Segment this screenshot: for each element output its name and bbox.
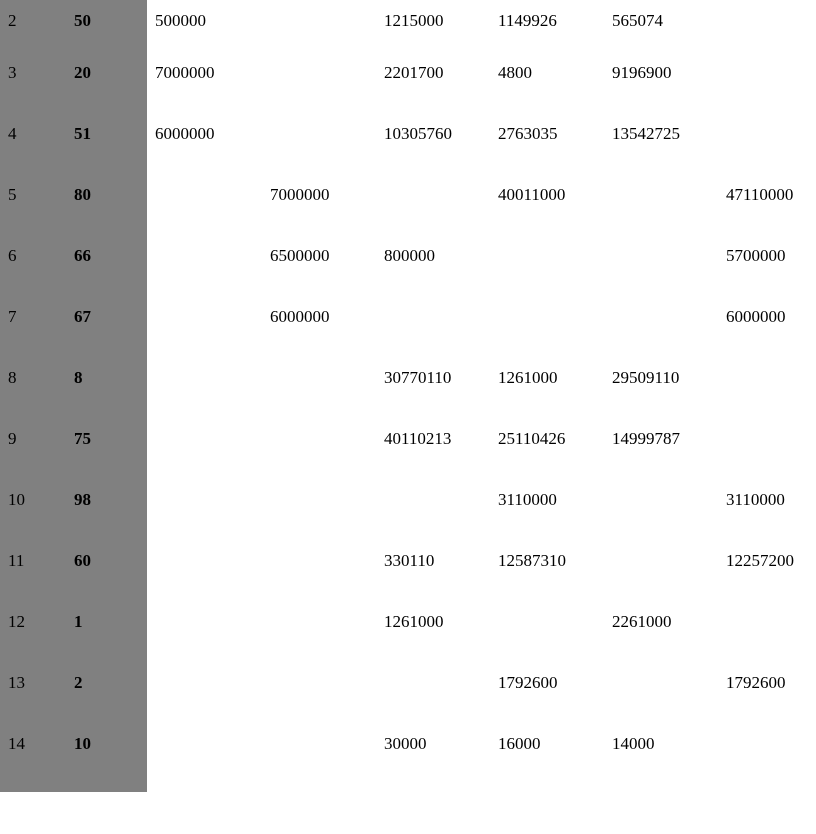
cell-col4: 40011000	[498, 184, 566, 204]
cell-col4: 3110000	[498, 489, 557, 509]
cell-col2: 7000000	[270, 184, 330, 204]
cell-col6	[726, 103, 816, 164]
row-code: 20	[74, 62, 91, 82]
cell-col6	[726, 408, 816, 469]
cell-col1	[155, 591, 270, 652]
cell-col4: 16000	[498, 733, 541, 753]
cell-col2	[270, 103, 384, 164]
cell-col6: 5700000	[726, 245, 786, 265]
row-code: 10	[74, 733, 91, 753]
cell-col6: 12257200	[726, 550, 794, 570]
cell-col4: 2763035	[498, 123, 558, 143]
cell-col1	[155, 469, 270, 530]
cell-col1	[155, 713, 270, 774]
cell-col2	[270, 408, 384, 469]
cell-col3: 1215000	[384, 11, 444, 30]
cell-col4: 12587310	[498, 550, 566, 570]
cell-col5: 13542725	[612, 123, 680, 143]
cell-col3: 40110213	[384, 428, 452, 448]
cell-col3	[384, 164, 498, 225]
cell-col6: 1792600	[726, 672, 786, 692]
table-row	[0, 103, 816, 164]
row-code: 67	[74, 306, 91, 326]
cell-col4	[498, 591, 612, 652]
cell-col4: 1149926	[498, 11, 557, 30]
cell-col5: 14000	[612, 733, 655, 753]
cell-col5	[612, 286, 726, 347]
cell-col5	[612, 652, 726, 713]
cell-col4: 25110426	[498, 428, 566, 448]
row-code: 2	[74, 672, 83, 692]
table-row	[0, 42, 816, 103]
cell-col5: 14999787	[612, 428, 680, 448]
cell-col5	[612, 225, 726, 286]
cell-col6: 6000000	[726, 306, 786, 326]
cell-col2: 6500000	[270, 245, 330, 265]
table-row	[0, 164, 816, 225]
cell-col2	[270, 652, 384, 713]
cell-col1	[155, 652, 270, 713]
cell-col6	[726, 42, 816, 103]
cell-col2	[270, 0, 384, 42]
row-code: 51	[74, 123, 91, 143]
cell-col2	[270, 42, 384, 103]
row-index: 7	[8, 306, 17, 326]
cell-col1	[155, 408, 270, 469]
table-row	[0, 469, 816, 530]
row-code: 1	[74, 611, 83, 631]
cell-col6	[726, 713, 816, 774]
table-row	[0, 591, 816, 652]
cell-col1	[155, 164, 270, 225]
cell-col4	[498, 225, 612, 286]
cell-col3: 30000	[384, 733, 427, 753]
cell-col3: 30770110	[384, 367, 452, 387]
cell-col6: 47110000	[726, 184, 794, 204]
table-row	[0, 0, 816, 42]
row-index: 6	[8, 245, 17, 265]
row-code: 75	[74, 428, 91, 448]
row-code: 98	[74, 489, 91, 509]
cell-col1: 6000000	[155, 123, 215, 143]
row-index: 12	[8, 611, 25, 631]
cell-col5: 29509110	[612, 367, 680, 387]
cell-col5	[612, 469, 726, 530]
cell-col1	[155, 530, 270, 591]
table-row	[0, 225, 816, 286]
cell-col4: 1792600	[498, 672, 558, 692]
cell-col2	[270, 713, 384, 774]
cell-col3: 330110	[384, 550, 435, 570]
row-index: 2	[8, 11, 17, 30]
cell-col2	[270, 591, 384, 652]
table-row	[0, 408, 816, 469]
cell-col6	[726, 0, 816, 42]
row-index: 13	[8, 672, 25, 692]
cell-col5: 565074	[612, 11, 663, 30]
cell-col5	[612, 530, 726, 591]
cell-col3: 800000	[384, 245, 435, 265]
cell-col4: 4800	[498, 62, 532, 82]
cell-col1: 7000000	[155, 62, 215, 82]
cell-col3: 1261000	[384, 611, 444, 631]
cell-col6: 3110000	[726, 489, 785, 509]
row-index: 4	[8, 123, 17, 143]
table-row	[0, 713, 816, 774]
table-row	[0, 652, 816, 713]
cell-col1	[155, 347, 270, 408]
cell-col3: 10305760	[384, 123, 452, 143]
cell-col5	[612, 164, 726, 225]
cell-col2	[270, 530, 384, 591]
cell-col3	[384, 469, 498, 530]
cell-col4: 1261000	[498, 367, 558, 387]
cell-col4	[498, 286, 612, 347]
cell-col3	[384, 652, 498, 713]
cell-col1	[155, 286, 270, 347]
cell-col5: 9196900	[612, 62, 672, 82]
row-index: 11	[8, 550, 25, 570]
cell-col6	[726, 591, 816, 652]
row-index: 5	[8, 184, 17, 204]
row-code: 60	[74, 550, 91, 570]
table-row	[0, 530, 816, 591]
cell-col3: 2201700	[384, 62, 444, 82]
row-index: 3	[8, 62, 17, 82]
table-row	[0, 286, 816, 347]
row-index: 14	[8, 733, 25, 753]
cell-col1: 500000	[155, 11, 206, 30]
cell-col2	[270, 347, 384, 408]
row-code: 80	[74, 184, 91, 204]
cell-col1	[155, 225, 270, 286]
cell-col5: 2261000	[612, 611, 672, 631]
row-code: 66	[74, 245, 91, 265]
row-index: 8	[8, 367, 17, 387]
cell-col6	[726, 347, 816, 408]
row-index: 9	[8, 428, 17, 448]
cell-col2	[270, 469, 384, 530]
row-index: 10	[8, 489, 25, 509]
row-code: 50	[74, 11, 91, 30]
cell-col3	[384, 286, 498, 347]
table-row	[0, 347, 816, 408]
row-code: 8	[74, 367, 83, 387]
cell-col2: 6000000	[270, 306, 330, 326]
